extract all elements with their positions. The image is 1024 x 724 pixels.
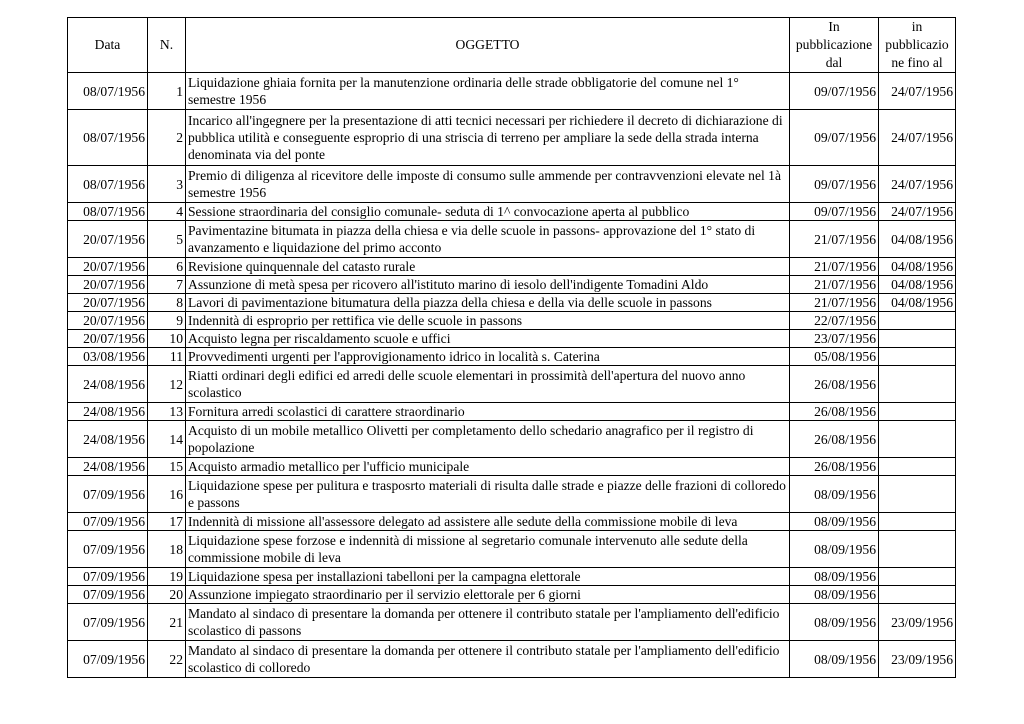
number-cell: 2 [148,110,186,166]
published-from-cell: 08/09/1956 [790,531,879,568]
date-cell: 20/07/1956 [68,294,148,312]
subject-cell: Indennità di missione all'assessore delegato ad assistere alle sedute della commissione mobile di leva [186,513,790,531]
table-row [68,330,956,348]
number-cell: 13 [148,403,186,421]
subject-cell: Fornitura arredi scolastici di carattere straordinario [186,403,790,421]
subject-cell: Acquisto legna per riscaldamento scuole e uffici [186,330,790,348]
subject-cell: Incarico all'ingegnere per la presentazione di atti tecnici necessari per richiedere il decreto di dichiarazione di pubblica utilità e conseguente esproprio di una striscia di terreno per ampliare la sede della strada interna denominata via del ponte [186,110,790,166]
published-until-cell: 24/07/1956 [879,166,956,203]
published-from-cell: 26/08/1956 [790,421,879,458]
date-cell: 08/07/1956 [68,73,148,110]
number-cell: 20 [148,586,186,604]
table-row [68,348,956,366]
date-cell: 20/07/1956 [68,221,148,258]
subject-cell: Premio di diligenza al ricevitore delle imposte di consumo sulle ammende per contravvenzioni elevate nel 1à semestre 1956 [186,166,790,203]
table-row [68,476,956,513]
published-from-cell: 09/07/1956 [790,203,879,221]
subject-cell: Pavimentazine bitumata in piazza della chiesa e via delle scuole in passons- approvazione del 1° stato di avanzamento e liquidazione del primo acconto [186,221,790,258]
published-from-cell: 21/07/1956 [790,221,879,258]
header-row [68,18,956,73]
number-cell: 4 [148,203,186,221]
table-row [68,221,956,258]
subject-cell: Riatti ordinari degli edifici ed arredi delle scuole elementari in prossimità dell'apertura del nuovo anno scolastico [186,366,790,403]
published-from-cell: 22/07/1956 [790,312,879,330]
date-cell: 08/07/1956 [68,110,148,166]
published-from-cell: 26/08/1956 [790,403,879,421]
date-cell: 24/08/1956 [68,403,148,421]
subject-cell: Acquisto di un mobile metallico Olivetti per completamento dello schedario anagrafico per il registro di popolazione [186,421,790,458]
published-from-cell: 21/07/1956 [790,294,879,312]
subject-cell: Mandato al sindaco di presentare la domanda per ottenere il contributo statale per l'ampliamento dell'edificio scolastico di passons [186,604,790,641]
number-cell: 6 [148,258,186,276]
number-cell: 21 [148,604,186,641]
table-row [68,604,956,641]
published-until-cell: 04/08/1956 [879,276,956,294]
published-until-cell [879,403,956,421]
table-row [68,513,956,531]
table-row [68,531,956,568]
table-row [68,258,956,276]
header-published-until: in pubblicazio ne fino al [879,18,956,73]
published-from-cell: 08/09/1956 [790,586,879,604]
table-row [68,110,956,166]
published-until-cell: 04/08/1956 [879,294,956,312]
subject-cell: Revisione quinquennale del catasto rurale [186,258,790,276]
table-row [68,641,956,678]
number-cell: 5 [148,221,186,258]
subject-cell: Liquidazione spese per pulitura e trasposrto materiali di risulta dalle strade e piazze delle frazioni di colloredo e passons [186,476,790,513]
table-row [68,421,956,458]
published-from-cell: 26/08/1956 [790,366,879,403]
number-cell: 3 [148,166,186,203]
header-published-from: In pubblicazione dal [790,18,879,73]
published-from-cell: 08/09/1956 [790,604,879,641]
published-from-cell: 09/07/1956 [790,110,879,166]
date-cell: 20/07/1956 [68,330,148,348]
number-cell: 16 [148,476,186,513]
published-until-cell [879,586,956,604]
number-cell: 15 [148,458,186,476]
published-from-cell: 09/07/1956 [790,73,879,110]
published-until-cell: 24/07/1956 [879,110,956,166]
subject-cell: Indennità di esproprio per rettifica vie delle scuole in passons [186,312,790,330]
number-cell: 17 [148,513,186,531]
published-until-cell [879,531,956,568]
published-until-cell [879,568,956,586]
subject-cell: Assunzione impiegato straordinario per il servizio elettorale per 6 giorni [186,586,790,604]
number-cell: 14 [148,421,186,458]
subject-cell: Liquidazione spesa per installazioni tabelloni per la campagna elettorale [186,568,790,586]
published-until-cell [879,421,956,458]
subject-cell: Liquidazione ghiaia fornita per la manutenzione ordinaria delle strade obbligatorie del comune nel 1° semestre 1956 [186,73,790,110]
date-cell: 07/09/1956 [68,476,148,513]
table-row [68,403,956,421]
header-number: N. [148,18,186,73]
subject-cell: Provvedimenti urgenti per l'approvigionamento idrico in località s. Caterina [186,348,790,366]
published-from-cell: 08/09/1956 [790,476,879,513]
table-row [68,312,956,330]
published-from-cell: 26/08/1956 [790,458,879,476]
table-row [68,586,956,604]
published-from-cell: 23/07/1956 [790,330,879,348]
date-cell: 20/07/1956 [68,276,148,294]
published-until-cell: 04/08/1956 [879,258,956,276]
date-cell: 07/09/1956 [68,586,148,604]
table-row [68,73,956,110]
date-cell: 24/08/1956 [68,458,148,476]
table-row [68,294,956,312]
register-table [67,17,956,678]
published-until-cell: 23/09/1956 [879,604,956,641]
table-row [68,458,956,476]
published-until-cell [879,513,956,531]
subject-cell: Mandato al sindaco di presentare la domanda per ottenere il contributo statale per l'ampliamento dell'edificio scolastico di colloredo [186,641,790,678]
subject-cell: Sessione straordinaria del consiglio comunale- seduta di 1^ convocazione aperta al pubblico [186,203,790,221]
number-cell: 11 [148,348,186,366]
date-cell: 24/08/1956 [68,366,148,403]
subject-cell: Acquisto armadio metallico per l'ufficio municipale [186,458,790,476]
number-cell: 1 [148,73,186,110]
number-cell: 18 [148,531,186,568]
published-until-cell [879,366,956,403]
published-until-cell: 24/07/1956 [879,73,956,110]
date-cell: 20/07/1956 [68,258,148,276]
table-row [68,568,956,586]
published-from-cell: 08/09/1956 [790,513,879,531]
published-from-cell: 21/07/1956 [790,276,879,294]
date-cell: 20/07/1956 [68,312,148,330]
published-from-cell: 21/07/1956 [790,258,879,276]
published-until-cell [879,348,956,366]
date-cell: 08/07/1956 [68,203,148,221]
date-cell: 03/08/1956 [68,348,148,366]
published-until-cell [879,312,956,330]
published-from-cell: 09/07/1956 [790,166,879,203]
number-cell: 8 [148,294,186,312]
published-until-cell: 24/07/1956 [879,203,956,221]
date-cell: 07/09/1956 [68,604,148,641]
number-cell: 12 [148,366,186,403]
subject-cell: Assunzione di metà spesa per ricovero all'istituto marino di iesolo dell'indigente Tomadini Aldo [186,276,790,294]
table-row [68,203,956,221]
date-cell: 07/09/1956 [68,513,148,531]
date-cell: 07/09/1956 [68,568,148,586]
header-date: Data [68,18,148,73]
published-until-cell [879,330,956,348]
number-cell: 9 [148,312,186,330]
number-cell: 7 [148,276,186,294]
published-from-cell: 08/09/1956 [790,568,879,586]
published-until-cell [879,458,956,476]
subject-cell: Lavori di pavimentazione bitumatura della piazza della chiesa e della via delle scuole in passons [186,294,790,312]
date-cell: 07/09/1956 [68,531,148,568]
table-row [68,166,956,203]
table-row [68,366,956,403]
subject-cell: Liquidazione spese forzose e indennità di missione al segretario comunale intervenuto alle sedute della commissione mobile di leva [186,531,790,568]
date-cell: 07/09/1956 [68,641,148,678]
published-until-cell [879,476,956,513]
header-subject: OGGETTO [186,18,790,73]
date-cell: 24/08/1956 [68,421,148,458]
date-cell: 08/07/1956 [68,166,148,203]
published-from-cell: 05/08/1956 [790,348,879,366]
number-cell: 19 [148,568,186,586]
number-cell: 10 [148,330,186,348]
published-until-cell: 23/09/1956 [879,641,956,678]
published-until-cell: 04/08/1956 [879,221,956,258]
published-from-cell: 08/09/1956 [790,641,879,678]
table-row [68,276,956,294]
number-cell: 22 [148,641,186,678]
